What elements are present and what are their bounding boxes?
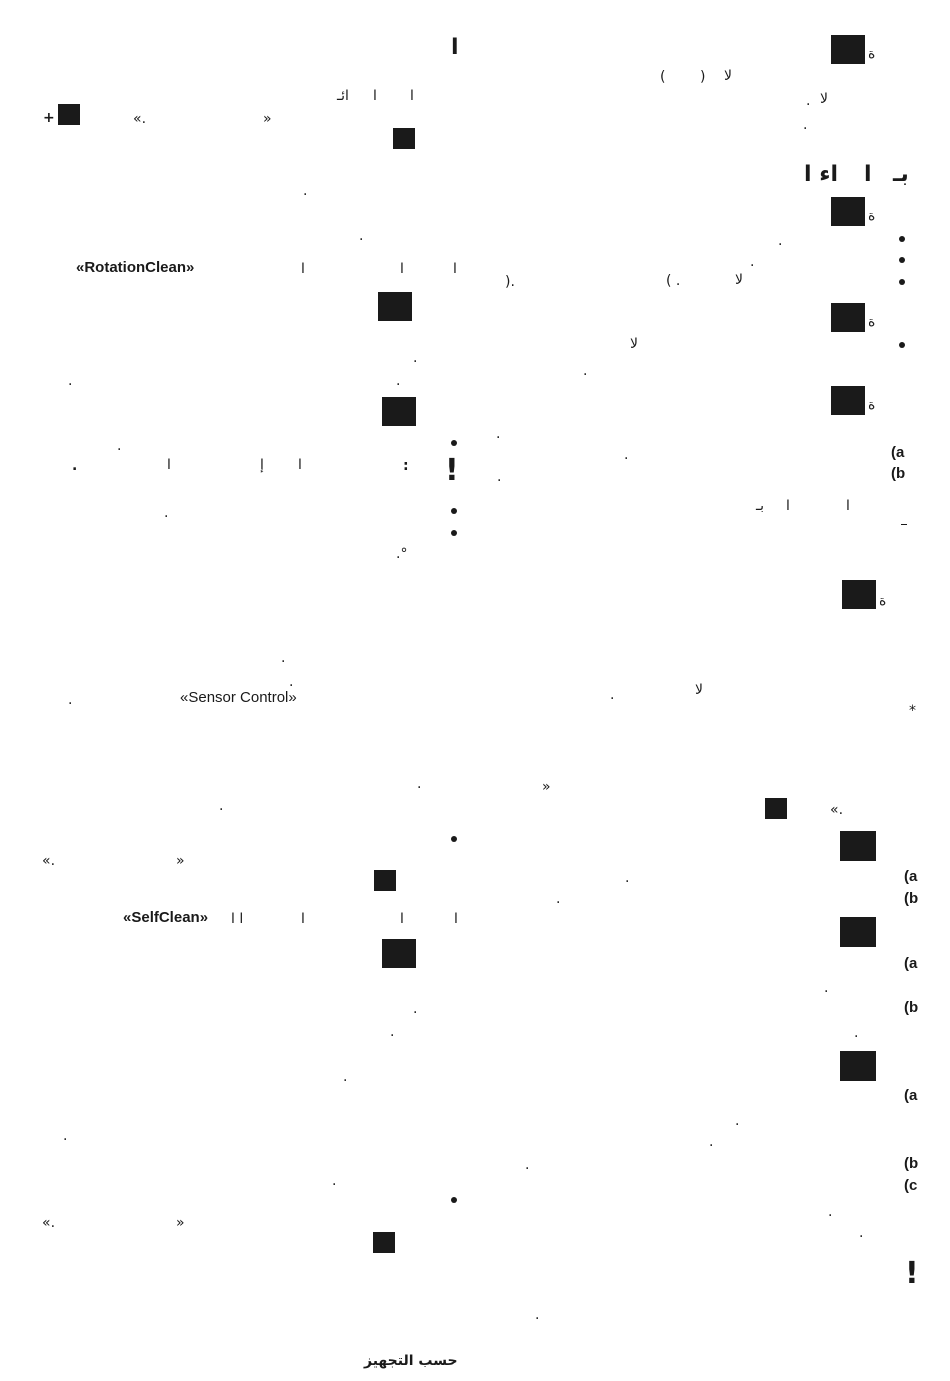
- text-fragment: ائـ: [337, 88, 349, 104]
- program-name-sensor-control: «Sensor Control»: [180, 689, 297, 706]
- redacted-block: [840, 1051, 876, 1081]
- text-fragment: ): [700, 69, 706, 85]
- bullet: [899, 279, 905, 285]
- bullet: [451, 1197, 457, 1203]
- text-fragment: ا: [400, 261, 404, 277]
- text-fragment: لا: [724, 68, 732, 84]
- text-fragment: .: [396, 373, 401, 389]
- text-fragment: .: [828, 1204, 833, 1220]
- text-fragment: ا: [373, 88, 377, 104]
- program-name-rotationclean: «RotationClean»: [76, 259, 195, 276]
- list-label: (a: [904, 868, 918, 885]
- text-fragment: .: [859, 1225, 864, 1241]
- text-fragment: .: [583, 363, 588, 379]
- list-label: (b: [904, 999, 919, 1016]
- text-fragment: .: [219, 798, 224, 814]
- bullet: [899, 342, 905, 348]
- text-fragment: .: [303, 183, 308, 199]
- text-fragment: .: [117, 438, 122, 454]
- text-fragment: .: [332, 1173, 337, 1189]
- bullet: [451, 530, 457, 536]
- text-fragment: ة: [868, 314, 876, 330]
- redacted-block: [765, 798, 787, 819]
- text-fragment: ا: [301, 261, 305, 277]
- bullet: [899, 236, 905, 242]
- redacted-block: [831, 35, 865, 64]
- text-fragment: ا: [454, 911, 458, 927]
- redacted-block: [831, 303, 865, 332]
- redacted-block: [382, 939, 416, 968]
- text-fragment: .: [343, 1069, 348, 1085]
- heading-fragment: ا: [864, 162, 872, 187]
- text-fragment: .: [72, 458, 78, 474]
- text-fragment: .: [164, 505, 169, 521]
- dash-mark: [901, 524, 907, 525]
- text-fragment: ة: [868, 208, 876, 224]
- bullet: [899, 257, 905, 263]
- text-fragment: .: [610, 687, 615, 703]
- text-fragment: .: [497, 469, 502, 485]
- text-fragment: ).: [505, 274, 515, 290]
- text-fragment: .: [496, 426, 501, 442]
- redacted-block: [382, 397, 416, 426]
- list-label: (a: [904, 955, 918, 972]
- text-fragment: .: [803, 117, 808, 133]
- text-fragment: ا: [786, 498, 790, 514]
- text-fragment: .: [709, 1134, 714, 1150]
- list-label: (c: [904, 1177, 918, 1194]
- redacted-block: [842, 580, 876, 609]
- bullet: [451, 836, 457, 842]
- bullet: [451, 440, 457, 446]
- text-fragment: ا: [453, 261, 457, 277]
- warning-icon: !: [905, 1256, 919, 1291]
- redacted-block: [378, 292, 412, 321]
- footnote-mark: *: [909, 703, 916, 719]
- program-name-selfclean: «SelfClean»: [123, 909, 209, 926]
- text-fragment: ة: [868, 46, 876, 62]
- footer-note: حسب التجهيز: [364, 1353, 458, 1369]
- text-fragment: .: [824, 980, 829, 996]
- text-fragment: .: [413, 1001, 418, 1017]
- text-fragment: »: [263, 111, 272, 127]
- text-fragment: لا: [735, 272, 743, 288]
- list-label: (b: [904, 1155, 919, 1172]
- text-fragment: ا: [846, 498, 850, 514]
- text-fragment: .: [525, 1157, 530, 1173]
- list-label: (a: [904, 1087, 918, 1104]
- redacted-block: [373, 1232, 395, 1253]
- text-fragment: ا: [301, 911, 305, 927]
- redacted-block: [840, 917, 876, 947]
- text-fragment: لا: [630, 336, 638, 352]
- text-fragment: لا: [820, 91, 828, 107]
- text-fragment: .: [556, 891, 561, 907]
- text-fragment: .°: [396, 546, 408, 562]
- heading-fragment: اء ا: [804, 162, 838, 187]
- text-fragment: .: [735, 1113, 740, 1129]
- text-fragment: (: [660, 69, 666, 85]
- list-label: (a: [891, 444, 905, 461]
- text-fragment: .: [68, 373, 73, 389]
- text-fragment: .: [289, 674, 294, 690]
- text-fragment: .: [281, 650, 286, 666]
- text-fragment: .: [68, 692, 73, 708]
- heading-fragment: بـ: [893, 162, 909, 187]
- text-fragment: :: [403, 458, 409, 474]
- warning-icon: !: [445, 453, 459, 488]
- text-fragment: .: [390, 1024, 395, 1040]
- list-label: (b: [904, 890, 919, 907]
- text-fragment: .: [417, 776, 422, 792]
- text-fragment: ا: [298, 457, 302, 473]
- text-fragment: ة: [879, 593, 887, 609]
- text-fragment: إ: [260, 457, 264, 473]
- text-fragment: «.: [133, 111, 147, 127]
- redacted-block: [831, 386, 865, 415]
- text-fragment: .: [806, 93, 811, 109]
- text-fragment: .: [63, 1128, 68, 1144]
- text-fragment: بـ: [756, 498, 764, 514]
- text-fragment: .: [778, 233, 783, 249]
- text-fragment: .: [750, 254, 755, 270]
- text-fragment: ا ا: [231, 911, 244, 927]
- text-fragment: «.: [42, 1215, 56, 1231]
- text-fragment: .: [413, 350, 418, 366]
- text-fragment: لا: [695, 682, 703, 698]
- list-label: (b: [891, 465, 906, 482]
- text-fragment: ا: [410, 88, 414, 104]
- text-fragment: .: [359, 228, 364, 244]
- text-fragment: »: [176, 853, 185, 869]
- text-fragment: »: [176, 1215, 185, 1231]
- text-fragment: .: [625, 870, 630, 886]
- text-fragment: «.: [830, 802, 844, 818]
- text-fragment: «.: [42, 853, 56, 869]
- text-fragment: .: [624, 447, 629, 463]
- text-fragment: +: [43, 110, 55, 126]
- heading-fragment: ا: [451, 35, 459, 60]
- text-fragment: ا: [400, 911, 404, 927]
- text-fragment: .: [535, 1307, 540, 1323]
- redacted-block: [393, 128, 415, 149]
- redacted-block: [58, 104, 80, 125]
- bullet: [451, 508, 457, 514]
- redacted-block: [840, 831, 876, 861]
- text-fragment: ة: [868, 397, 876, 413]
- redacted-block: [374, 870, 396, 891]
- text-fragment: .: [854, 1025, 859, 1041]
- text-fragment: ا: [167, 457, 171, 473]
- redacted-block: [831, 197, 865, 226]
- text-fragment: ( .: [666, 273, 681, 289]
- text-fragment: »: [542, 779, 551, 795]
